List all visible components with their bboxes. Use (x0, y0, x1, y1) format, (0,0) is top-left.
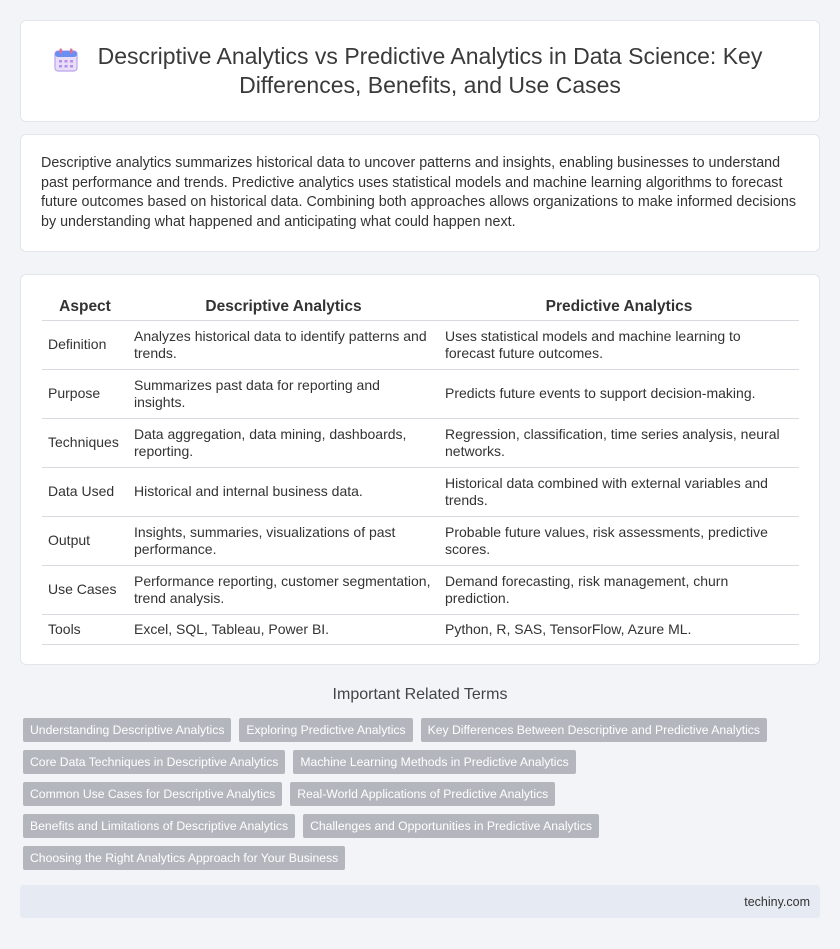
predictive-cell: Predicts future events to support decision-making. (439, 369, 799, 418)
aspect-cell: Techniques (42, 418, 128, 467)
header-aspect: Aspect (42, 295, 128, 320)
descriptive-cell: Excel, SQL, Tableau, Power BI. (128, 614, 439, 644)
descriptive-cell: Analyzes historical data to identify patterns and trends. (128, 320, 439, 369)
table-row (42, 565, 799, 614)
aspect-cell: Tools (42, 614, 128, 644)
footer (20, 885, 820, 918)
table-header-row (42, 295, 799, 320)
related-term-tag[interactable]: Machine Learning Methods in Predictive Analytics (293, 750, 575, 774)
table-row (42, 320, 799, 369)
header-descriptive: Descriptive Analytics (128, 295, 439, 320)
related-term-tag[interactable]: Benefits and Limitations of Descriptive Analytics (23, 814, 295, 838)
predictive-cell: Uses statistical models and machine learning to forecast future outcomes. (439, 320, 799, 369)
related-term-tag[interactable]: Exploring Predictive Analytics (239, 718, 412, 742)
related-term-tag[interactable]: Key Differences Between Descriptive and Predictive Analytics (421, 718, 767, 742)
aspect-cell: Purpose (42, 369, 128, 418)
descriptive-cell: Performance reporting, customer segmentation, trend analysis. (128, 565, 439, 614)
aspect-cell: Use Cases (42, 565, 128, 614)
aspect-cell: Definition (42, 320, 128, 369)
table-row (42, 467, 799, 516)
header-predictive: Predictive Analytics (439, 295, 799, 320)
related-term-tag[interactable]: Real-World Applications of Predictive Analytics (290, 782, 555, 806)
page-title: Descriptive Analytics vs Predictive Analytics in Data Science: Key Differences, Benefits, and Use Cases (97, 43, 763, 98)
intro-card (20, 134, 820, 252)
related-term-tag[interactable]: Choosing the Right Analytics Approach for Your Business (23, 846, 345, 870)
descriptive-cell: Summarizes past data for reporting and insights. (128, 369, 439, 418)
related-term-tag[interactable]: Core Data Techniques in Descriptive Analytics (23, 750, 285, 774)
footer-site-link[interactable]: techiny.com (744, 894, 810, 909)
descriptive-cell: Insights, summaries, visualizations of past performance. (128, 516, 439, 565)
related-terms-list (23, 718, 803, 870)
table-row (42, 614, 799, 644)
predictive-cell: Demand forecasting, risk management, churn prediction. (439, 565, 799, 614)
predictive-cell: Probable future values, risk assessments, predictive scores. (439, 516, 799, 565)
related-term-tag[interactable]: Common Use Cases for Descriptive Analytics (23, 782, 282, 806)
comparison-table-card (20, 274, 820, 665)
table-row (42, 369, 799, 418)
descriptive-cell: Data aggregation, data mining, dashboards, reporting. (128, 418, 439, 467)
descriptive-cell: Historical and internal business data. (128, 467, 439, 516)
related-term-tag[interactable]: Challenges and Opportunities in Predictive Analytics (303, 814, 599, 838)
related-term-tag[interactable]: Understanding Descriptive Analytics (23, 718, 231, 742)
table-row (42, 418, 799, 467)
predictive-cell: Python, R, SAS, TensorFlow, Azure ML. (439, 614, 799, 644)
aspect-cell: Output (42, 516, 128, 565)
table-row (42, 516, 799, 565)
comparison-table (42, 295, 799, 645)
aspect-cell: Data Used (42, 467, 128, 516)
header-card (20, 20, 820, 122)
related-terms-title: Important Related Terms (332, 686, 508, 703)
predictive-cell: Regression, classification, time series analysis, neural networks. (439, 418, 799, 467)
intro-paragraph: Descriptive analytics summarizes historical data to uncover patterns and insights, enabling businesses to understand past performance and trends. Predictive analytics uses statistical models and machine learning algorithms to forecast future outcomes based on historical data. Combining both approaches allows organizations to make informed decisions by understanding what happened and anticipating what could happen next. (41, 155, 796, 230)
predictive-cell: Historical data combined with external variables and trends. (439, 467, 799, 516)
